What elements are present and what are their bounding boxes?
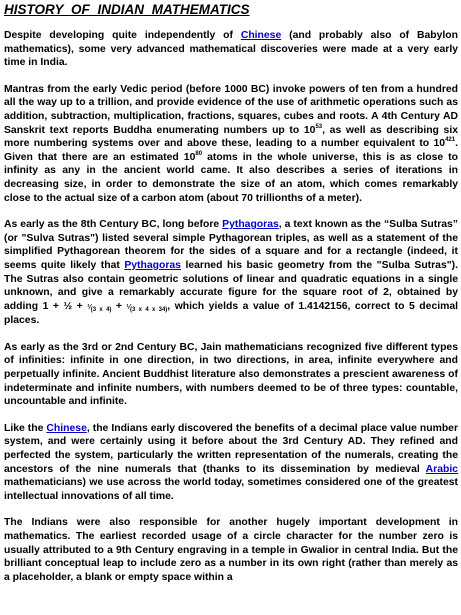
- link-pythagoras[interactable]: Pythagoras: [222, 219, 279, 231]
- page-title: HISTORY OF INDIAN MATHEMATICS: [4, 2, 250, 17]
- link-chinese-2[interactable]: Chinese: [46, 422, 87, 434]
- paragraph-vedic: Mantras from the early Vedic period (before 1000 BC) invoke powers of ten from a hundred all the way up to a trillion, and provide evidence of the use of arithmetic operations such as addition, subtraction, multiplication, fractions, squares, cubes and roots. A 4th Century AD Sanskrit text reports Buddha enumerating numbers up to $10^{53}$, as well as describing six more numbering systems over and above these, leading to a number equivalent to $10^{421}$. Given that there are an estimated $10^{80}$ atoms in the whole universe, this is as close to infinity as any in the ancient world came. It also describes a series of iterations in decreasing size, in order to demonstrate the size of an atom, which comes remarkably close to the actual size of a carbon atom (about 70 trillionths of a meter).: [4, 83, 458, 204]
- document-page: [4, 2, 458, 597]
- link-arabic[interactable]: Arabic: [425, 463, 458, 475]
- fraction-numerator: ¹⁄: [126, 303, 131, 311]
- exponent: 80: [195, 150, 203, 157]
- fraction-half: ½: [63, 300, 73, 312]
- paragraph-zero: The Indians were also responsible for another hugely important development in mathematics. The earliest recorded usage of a circle character for the number zero is usually attributed to a 9th Century engraving in a temple in Gwalior in central India. But the brilliant conceptual leap to include zero as a number in its own right (rather than merely as a placeholder, a blank or empty space within a: [4, 517, 458, 583]
- fraction-denominator: (3 x 4 x 34): [130, 306, 168, 313]
- link-pythagoras-2[interactable]: Pythagoras: [124, 259, 181, 271]
- paragraph-jain-infinities: As early as the 3rd or 2nd Century BC, Jain mathematicians recognized five different types of infinities: infinite in one direction, in two directions, in area, infinite everywhere and perpetually infinite. Ancient Buddhist literature also demonstrates a prescient awareness of indeterminate and infinite numbers, with numbers deemed to be of three types: countable, uncountable and infinite.: [4, 341, 458, 408]
- link-chinese[interactable]: Chinese: [240, 30, 282, 41]
- fraction-denominator: (3 x 4): [90, 306, 112, 313]
- paragraph-sulba-sutras: As early as the 8th Century BC, long before Pythagoras, a text known as the “Sulba Sutras” (or "Sulva Sutras") listed several simple Pythagorean triples, as well as a statement of the simplified Pythagorean theorem for the sides of a square and for a rectangle (indeed, it seems quite likely that Pythagoras learned his basic geometry from the "Sulba Sutras"). The Sutras also contain geometric solutions of linear and quadratic equations in a single unknown, and give a remarkably accurate figure for the square root of 2, obtained by adding 1 + ½ + $^1⁄_{(3 x 4)}$ + $^1⁄_{(3 x 4 x 34)}$, which yields a value of 1.4142156, correct to 5 decimal places.: [4, 219, 459, 327]
- exponent: 53: [315, 123, 323, 130]
- exponent: 421: [445, 137, 456, 144]
- fraction-numerator: ¹⁄: [87, 303, 91, 311]
- paragraph-decimal-system: Like the Chinese, the Indians early discovered the benefits of a decimal place value number system, and were certainly using it before about the 3rd Century AD. They refined and perfected the system, particularly the written representation of the numerals, creating the ancestors of the nine numerals that (thanks to its dissemination by medieval Arabic mathematicians) we use across the world today, sometimes considered one of the greatest intellectual innovations of all time.: [4, 422, 458, 502]
- paragraph-intro: Despite developing quite independently of Chinese (and probably also of Babylon mathematics), some very advanced mathematical discoveries were made at a very early time in India.: [4, 30, 458, 69]
